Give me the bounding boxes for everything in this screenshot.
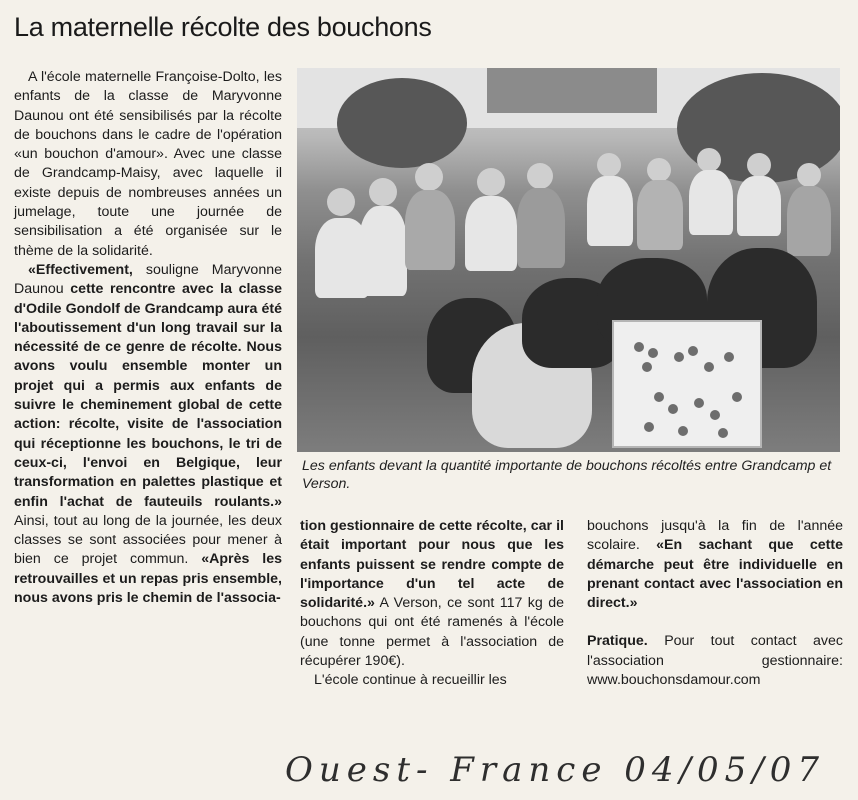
verson-text: A Verson, ce sont 117 kg de bouchons qui ont été ramenés à l'école (une tonne permet à l'association de récupérer 190€). xyxy=(300,595,564,670)
handwritten-source-date: Ouest- France 04/05/07 xyxy=(285,750,825,790)
paragraph-continue: L'école continue à recueillir les xyxy=(314,672,507,689)
pratique-label: Pratique. xyxy=(587,633,648,650)
pratique-text: Pour tout contact avec l'association gestionnaire: www.bouchonsdamour.com xyxy=(587,633,843,689)
paragraph-end xyxy=(587,517,843,613)
quote-attribution: souligne Maryvonne Daunou xyxy=(14,261,282,298)
quote-body: cette rencontre avec la classe d'Odile Gondolf de Grandcamp aura été l'aboutissement d'un long travail sur la nécessité de ce genre de récolte. Nous avons voulu ensemble monter un projet qui a permis aux enfants de suivre le cheminement global de cette action: récolte, visite de l'association qui réceptionne les bouchons, le tri de ceux-ci, l'envoi en Belgique, leur transformation en palettes plastique et enfin l'achat de fauteuils roulants.» xyxy=(14,281,282,510)
article-column-1 xyxy=(14,68,282,608)
paragraph-intro: A l'école maternelle Françoise-Dolto, les enfants de la classe de Maryvonne Daunou ont été sensibilisés par la récolte de bouchons dans le cadre de l'opération «un bouchon d'amour». Avec une classe de Grandcamp-Maisy, avec laquelle il existe depuis de nombreuses années un jumelage, toute une journée de sensibilisation a été organisée sur le thème de la solidarité. xyxy=(14,69,282,259)
paragraph-pratique xyxy=(587,632,843,690)
article-column-3 xyxy=(587,517,843,690)
paragraph-quote xyxy=(14,261,282,608)
headline: La maternelle récolte des bouchons xyxy=(14,12,432,42)
photo-caption: Les enfants devant la quantité importante de bouchons récoltés entre Grandcamp et Verson. xyxy=(302,458,832,492)
article-column-2 xyxy=(300,517,564,691)
quote-second: «Après les retrouvailles et un repas pris ensemble, nous avons pris le chemin de l'associa- xyxy=(14,551,282,607)
article-photo xyxy=(297,68,840,452)
end-text: bouchons jusqu'à la fin de l'année scolaire. xyxy=(587,518,843,554)
quote-lead: «Effectivement, xyxy=(28,261,133,278)
final-quote: «En sachant que cette démarche peut être individuelle en prenant contact avec l'association en direct.» xyxy=(587,537,843,612)
paragraph-continuation: Ainsi, tout au long de la journée, les deux classes se sont associées pour mener à bien ce projet commun. xyxy=(14,512,282,568)
paragraph-verson xyxy=(300,517,564,671)
quote-end: tion gestionnaire de cette récolte, car il était important pour nous que les enfants puissent se rendre compte de l'importance d'un tel acte de solidarité.» xyxy=(300,518,564,612)
